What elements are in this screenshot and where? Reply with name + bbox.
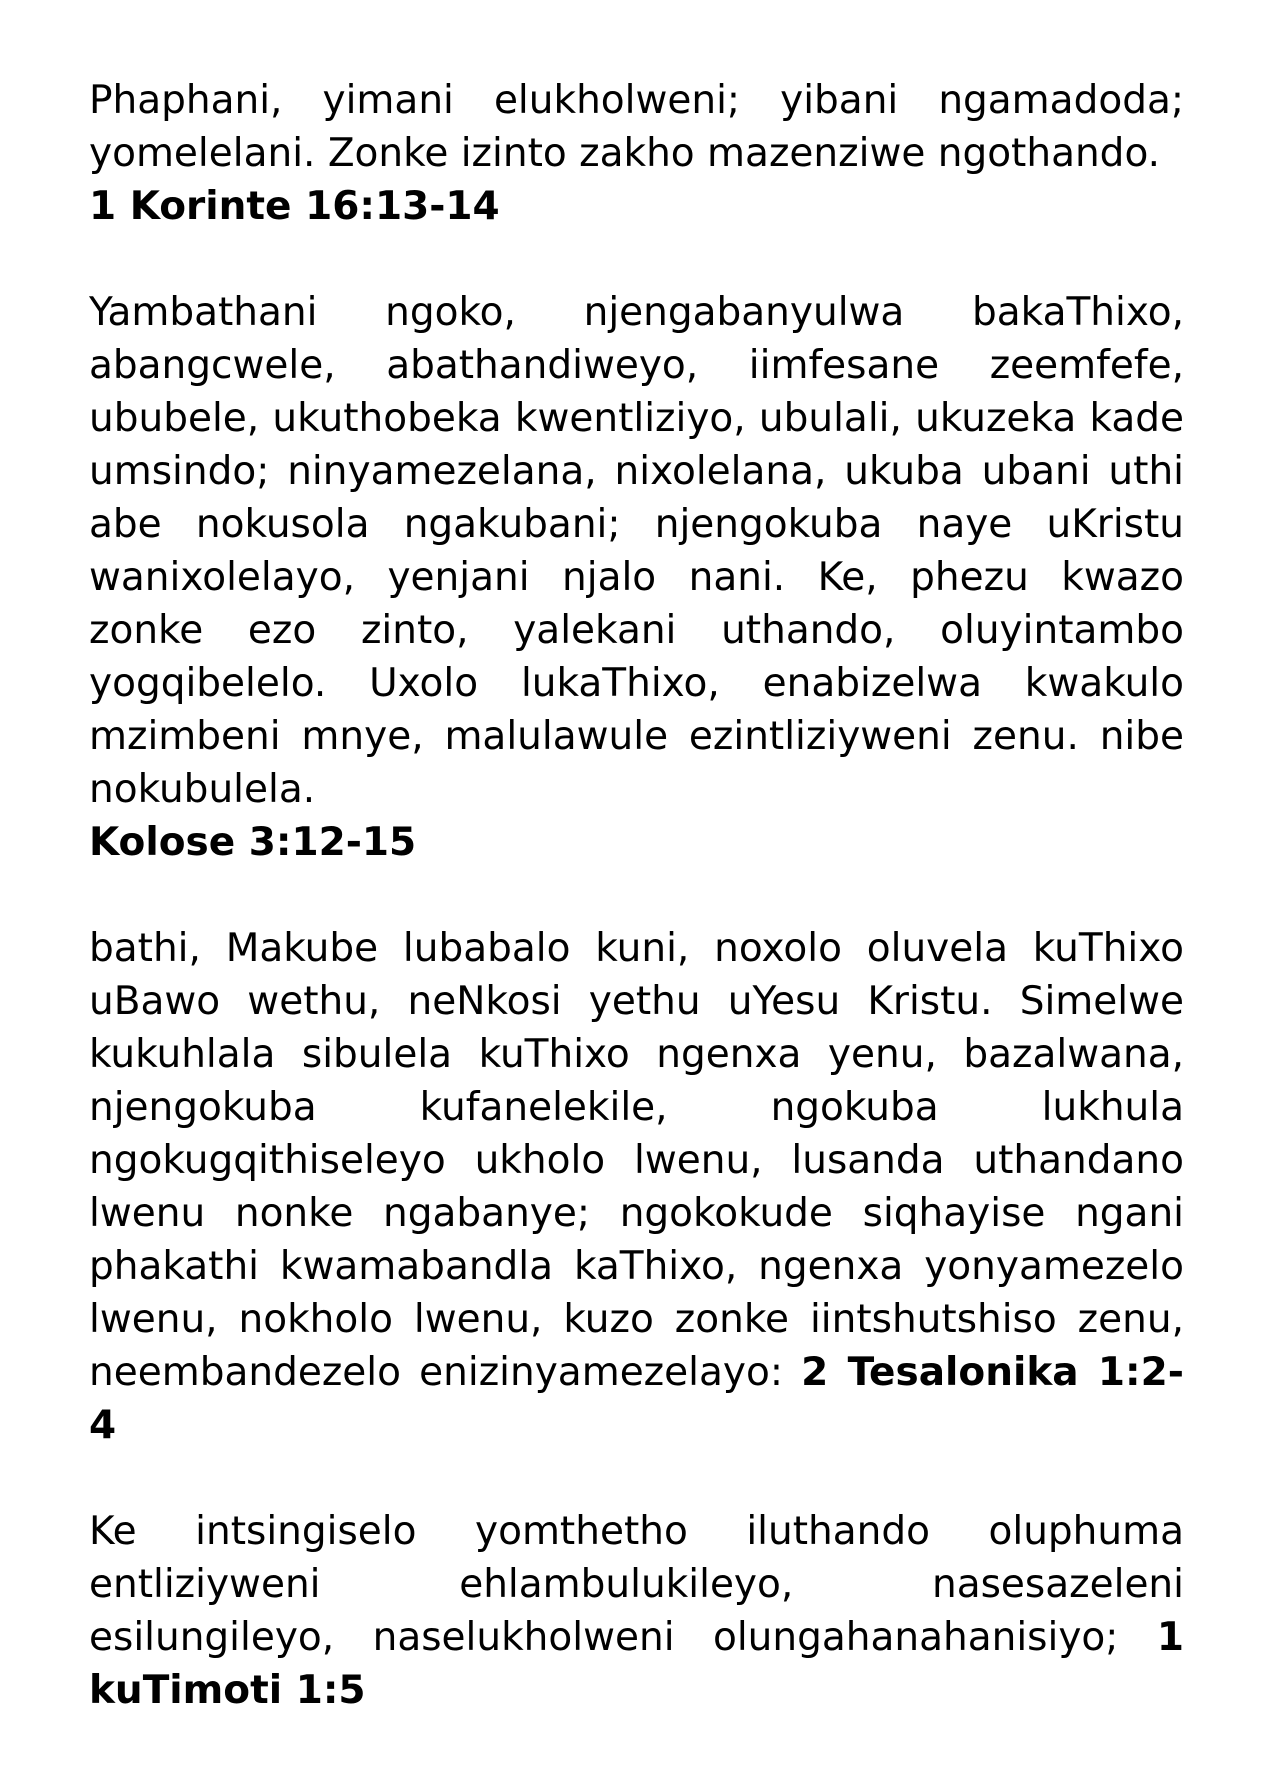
verse-text: Yambathani ngoko, njengabanyulwa bakaThixo, abangcwele, abathandiweyo, iimfesane zeemfefe, ububele, ukuthobeka kwentliziyo, ubulali, ukuzeka kade umsindo; ninyamezelana, nixolelana, ukuba ubani uthi abe nokusola ngakubani; njengokuba naye uKristu wanixolelayo, yenjani njalo nani. Ke, phezu kwazo zonke ezo zinto, yalekani uthando, oluyintambo yogqibelelo. Uxolo lukaThixo, enabizelwa kwakulo mzimbeni mnye, malulawule ezintliziyweni zenu. nibe nokubulela.: [89, 290, 1184, 812]
verse-reference: 1 kuTimoti 1:5: [89, 1615, 1185, 1713]
verse-reference: Kolose 3:12-15: [89, 820, 417, 865]
document-page: [89, 74, 1184, 1770]
verse-text: bathi, Makube lubabalo kuni, noxolo oluvela kuThixo uBawo wethu, neNkosi yethu uYesu Kristu. Simelwe kukuhlala sibulela kuThixo ngenxa yenu, bazalwana, njengokuba kufanelekile, ngokuba lukhula ngokugqithiseleyo ukholo lwenu, lusanda uthandano lwenu nonke ngabanye; ngokokude siqhayise ngani phakathi kwamabandla kaThixo, ngenxa yonyamezelo lwenu, nokholo lwenu, kuzo zonke iintshutshiso zenu, neembandezelo enizinyamezelayo:: [89, 926, 1184, 1395]
passage-1: [89, 74, 1184, 233]
passage-2: [89, 286, 1184, 869]
verse-text: Ke intsingiselo yomthetho iluthando oluphuma entliziyweni ehlambulukileyo, nasesazeleni esilungileyo, naselukholweni olungahanahanisiyo;: [89, 1509, 1184, 1660]
verse-paragraph: [89, 1505, 1184, 1717]
passage-3: [89, 922, 1184, 1452]
verse-paragraph: [89, 922, 1184, 1452]
passage-4: [89, 1505, 1184, 1717]
verse-text: Phaphani, yimani elukholweni; yibani ngamadoda; yomelelani. Zonke izinto zakho mazenziwe ngothando.: [89, 78, 1184, 176]
verse-reference: 1 Korinte 16:13-14: [89, 184, 500, 229]
verse-reference: 2 Tesalonika 1:2-4: [89, 1350, 1184, 1448]
